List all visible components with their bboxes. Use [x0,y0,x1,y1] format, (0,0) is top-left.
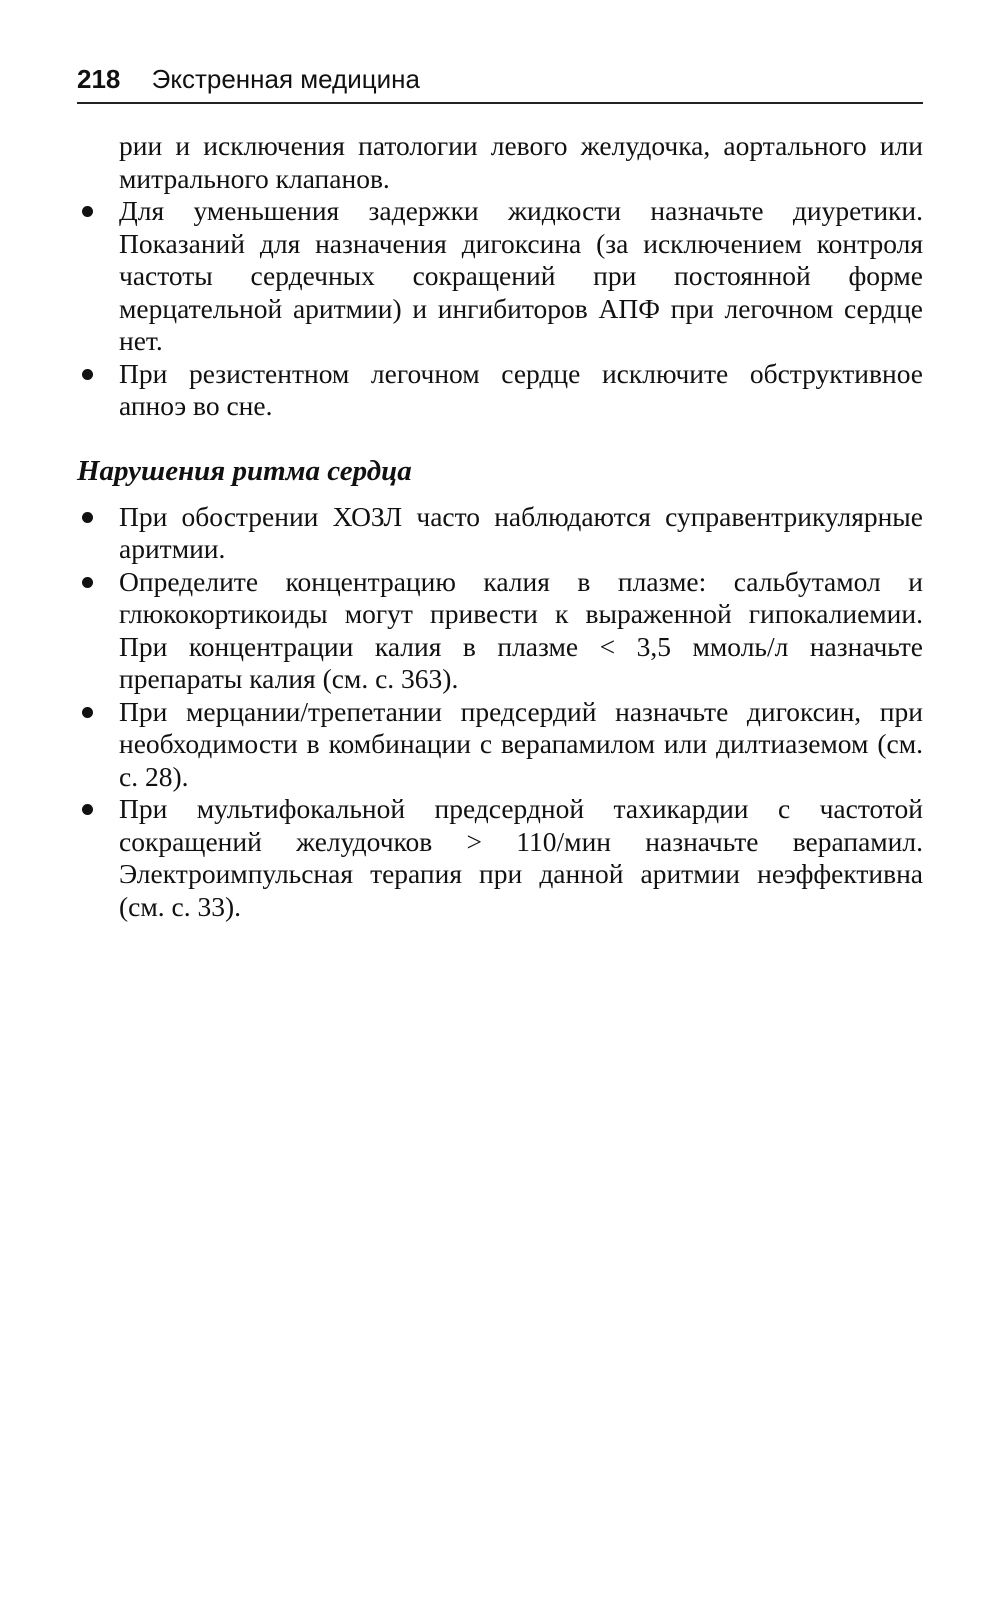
list-item-text: При обострении ХОЗЛ часто наблюдаются суправентрикулярные аритмии. [119,500,923,564]
main-text [77,130,923,923]
running-header [77,64,923,104]
bullet-dot-icon [82,369,93,380]
page-number: 218 [77,64,121,94]
section-heading: Нарушения ритма сердца [77,454,412,487]
list-item [77,793,923,923]
list-item [77,358,923,423]
list-item [77,501,923,566]
bullet-dot-icon [82,512,93,523]
running-title: Экстренная медицина [151,64,420,94]
list-item [77,195,923,358]
bullet-dot-icon [82,206,93,217]
bullet-list-2 [77,501,923,924]
list-item-text: При резистентном легочном сердце исключите обструктивное апноэ во сне. [119,357,923,421]
list-item-text: При мультифокальной предсердной тахикардии с частотой сокращений желудочков > 110/мин назначьте верапамил. Электроимпульсная терапия при данной аритмии неэффективна (см. с. 33). [119,793,923,922]
bullet-dot-icon [82,707,93,718]
bullet-dot-icon [82,577,93,588]
continuation-paragraph: рии и исключения патологии левого желудочка, аортального или митрального клапанов. [119,130,923,194]
list-item-text: Определите концентрацию калия в плазме: сальбутамол и глюкокортикоиды могут привести к выраженной гипокалиемии. При концентрации калия в плазме < 3,5 ммоль/л назначьте препараты калия (см. с. 363). [119,565,923,694]
list-item-text: При мерцании/трепетании предсердий назначьте дигоксин, при необходимости в комбинации с верапамилом или дилтиаземом (см. с. 28). [119,695,923,792]
bullet-list-1 [77,195,923,423]
list-item [77,566,923,696]
list-item [77,696,923,794]
bullet-dot-icon [82,804,93,815]
list-item-text: Для уменьшения задержки жидкости назначьте диуретики. Показаний для назначения дигоксина (за исключением контроля частоты сердечных сокращений при постоянной форме мерцательной аритмии) и ингибиторов АПФ при легочном сердце нет. [119,195,923,356]
